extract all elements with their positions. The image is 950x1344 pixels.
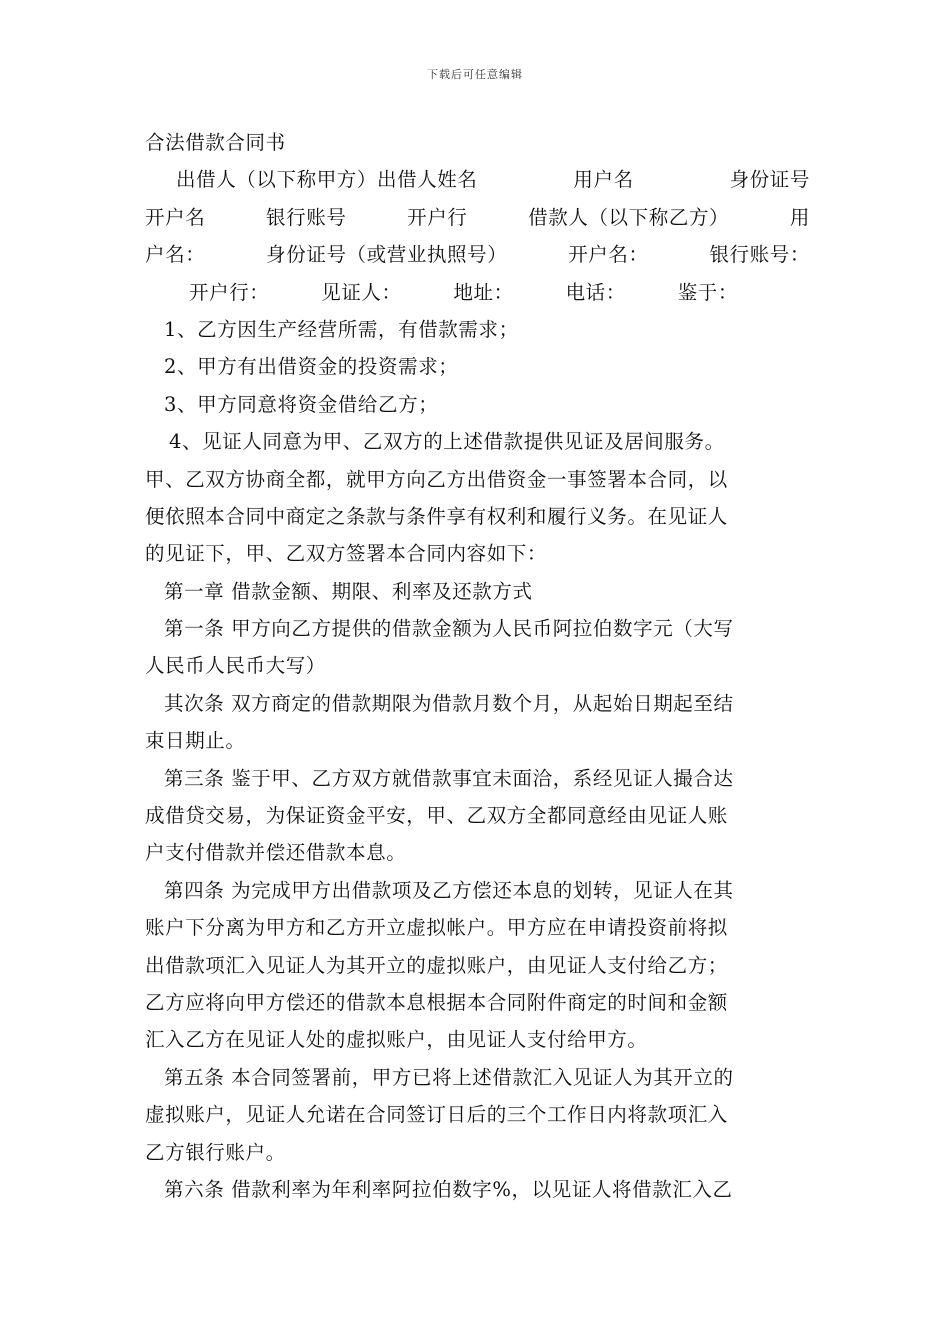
article-6-line-1: 第六条 借款利率为年利率阿拉伯数字%，以见证人将借款汇入乙 <box>164 1177 733 1201</box>
phone-label: 电话： <box>565 280 626 304</box>
article-5-line-3: 乙方银行账户。 <box>145 1140 286 1164</box>
whereas-label: 鉴于： <box>677 280 738 304</box>
article-3-line-3: 户支付借款并偿还借款本息。 <box>145 841 407 865</box>
recital-1: 1、乙方因生产经营所需，有借款需求； <box>164 317 519 341</box>
agreement-paragraph-line-1: 甲、乙双方协商全都，就甲方向乙方出借资金一事签署本合同，以 <box>145 467 728 491</box>
party-b-username-label-start: 用 <box>789 205 810 229</box>
address-label: 地址： <box>453 280 514 304</box>
article-1-line-2: 人民币人民币大写） <box>145 654 326 678</box>
bank-account-label: 银行账号 <box>266 205 347 229</box>
article-5-line-1: 第五条 本合同签署前，甲方已将上述借款汇入见证人为其开立的 <box>164 1065 734 1089</box>
party-b-id-label: 身份证号（或营业执照号） <box>266 243 508 267</box>
agreement-paragraph-line-3: 的见证下，甲、乙双方签署本合同内容如下： <box>145 542 548 566</box>
party-b-username-label-end: 户名： <box>145 243 206 267</box>
recital-3: 3、甲方同意将资金借给乙方； <box>164 392 439 416</box>
article-3-line-2: 成借贷交易，为保证资金平安，甲、乙双方全都同意经由见证人账 <box>145 804 728 828</box>
article-4-line-2: 账户下分离为甲方和乙方开立虚拟帐户。甲方应在申请投资前将拟 <box>145 916 728 940</box>
article-5-line-2: 虚拟账户，见证人允诺在合同签订日后的三个工作日内将款项汇入 <box>145 1103 728 1127</box>
article-4-line-5: 汇入乙方在见证人处的虚拟账户，由见证人支付给甲方。 <box>145 1028 648 1052</box>
party-a-id-label: 身份证号 <box>729 168 810 192</box>
account-line <box>145 199 810 236</box>
party-a-line <box>145 161 810 198</box>
party-b-label: 借款人（以下称乙方） <box>528 205 730 229</box>
article-4-line-4: 乙方应将向甲方偿还的借款本息根据本合同附件商定的时间和金额 <box>145 990 728 1014</box>
chapter-1-heading: 第一章 借款金额、期限、利率及还款方式 <box>164 579 533 603</box>
recital-4: 4、见证人同意为甲、乙双方的上述借款提供见证及居间服务。 <box>169 430 725 454</box>
agreement-paragraph-line-2: 便依照本合同中商定之条款与条件享有权利和履行义务。在见证人 <box>145 504 728 528</box>
document-title: 合法借款合同书 <box>145 131 286 154</box>
document-body <box>145 124 810 1208</box>
header-note: 下载后可任意编辑 <box>427 68 523 81</box>
witness-label: 见证人： <box>321 280 402 304</box>
party-b-bank-branch-label: 开户行： <box>189 280 270 304</box>
article-4-line-3: 出借款项汇入见证人为其开立的虚拟账户，由见证人支付给乙方； <box>145 953 728 977</box>
article-3-line-1: 第三条 鉴于甲、乙方双方就借款事宜未面洽，系经见证人撮合达 <box>164 766 734 790</box>
party-b-details-line <box>145 236 810 273</box>
article-1-line-1: 第一条 甲方向乙方提供的借款金额为人民币阿拉伯数字元（大写 <box>164 617 734 641</box>
article-2-line-2: 束日期止。 <box>145 729 246 753</box>
party-a-label: 出借人（以下称甲方）出借人姓名 <box>176 168 478 192</box>
recital-2: 2、甲方有出借资金的投资需求； <box>164 355 459 379</box>
party-b-bank-account-label: 银行账号： <box>709 243 810 267</box>
party-b-account-name-label: 开户名： <box>568 243 649 267</box>
article-4-line-1: 第四条 为完成甲方出借款项及乙方偿还本息的划转，见证人在其 <box>164 878 734 902</box>
article-2-line-1: 其次条 双方商定的借款期限为借款月数个月，从起始日期起至结 <box>164 691 734 715</box>
party-a-username-label: 用户名 <box>573 168 634 192</box>
account-name-label: 开户名 <box>145 205 206 229</box>
bank-branch-label: 开户行 <box>407 205 468 229</box>
witness-line <box>145 274 810 311</box>
